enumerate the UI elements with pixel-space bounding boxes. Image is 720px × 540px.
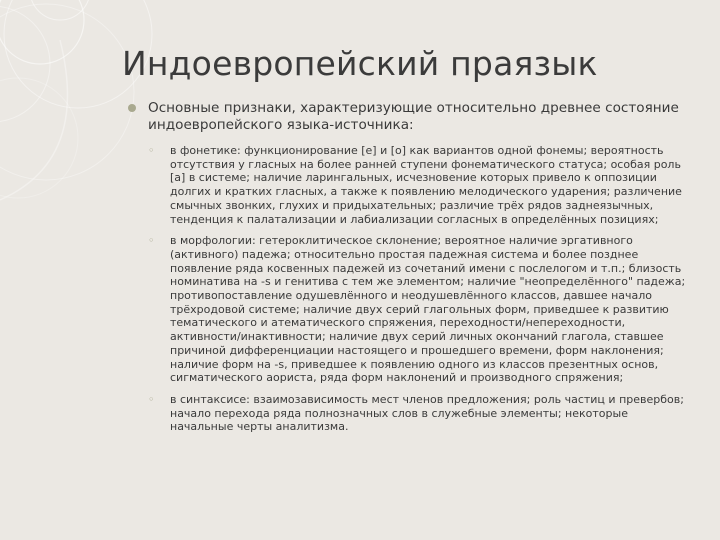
ring-bullet-icon: ◦ bbox=[148, 234, 155, 248]
sub-bullet-syntax bbox=[148, 393, 690, 434]
ring-bullet-icon: ◦ bbox=[148, 392, 155, 406]
sub-bullet-text: в синтаксисе: взаимозависимость мест членов предложения; роль частиц и превербов; начало перехода ряда полнозначных слов в служебные элементы; некоторые начальные черты аналитизма. bbox=[170, 392, 684, 434]
sub-bullet-phonetics bbox=[148, 144, 690, 226]
ring-bullet-icon: ◦ bbox=[148, 144, 155, 157]
sub-bullet-list bbox=[128, 144, 690, 434]
main-bullet-text: Основные признаки, характеризующие относительно древнее состояние индоевропейского языка-источника: bbox=[148, 100, 679, 133]
bullet-dot-icon bbox=[128, 104, 136, 112]
slide-title: Индоевропейский праязык bbox=[122, 44, 598, 83]
slide-content bbox=[128, 100, 690, 442]
sub-bullet-morphology bbox=[148, 234, 690, 385]
sub-bullet-text: в морфологии: гетероклитическое склонение; вероятное наличие эргативного (активного) падежа; относительно простая падежная система и более позднее появление ряда косвенных падежей из сочетаний имени с послелогом и т.п.; близость номинатива на -s и генитива с тем же элементом; наличие "неопределённого" падежа; противопоставление одушевлённого и неодушевлённого классов, давшее начало трёхродовой системе; наличие двух серий глагольных форм, приведшее к развитию тематического и атематического спряжения, переходности/непереходности, активности/инактивности; наличие двух серий личных окончаний глагола, ставшее причиной дифференциации настоящего и прошедшего времени, форм наклонения; наличие форм на -s, приведшее к появлению одного из классов презентных основ, сигматического аориста, ряда форм наклонений и производного спряжения; bbox=[170, 234, 686, 385]
sub-bullet-text: в фонетике: функционирование [e] и [o] как вариантов одной фонемы; вероятность отсутствия у гласных на более ранней ступени фонематического статуса; особая роль [a] в системе; наличие ларингальных, исчезновение которых привело к оппозиции долгих и кратких гласных, а также к появлению мелодического ударения; различение смычных звонких, глухих и придыхательных; различие трёх рядов заднеязычных, тенденция к палатализации и лабиализации согласных в определённых позициях; bbox=[170, 144, 682, 226]
main-bullet bbox=[128, 100, 690, 133]
